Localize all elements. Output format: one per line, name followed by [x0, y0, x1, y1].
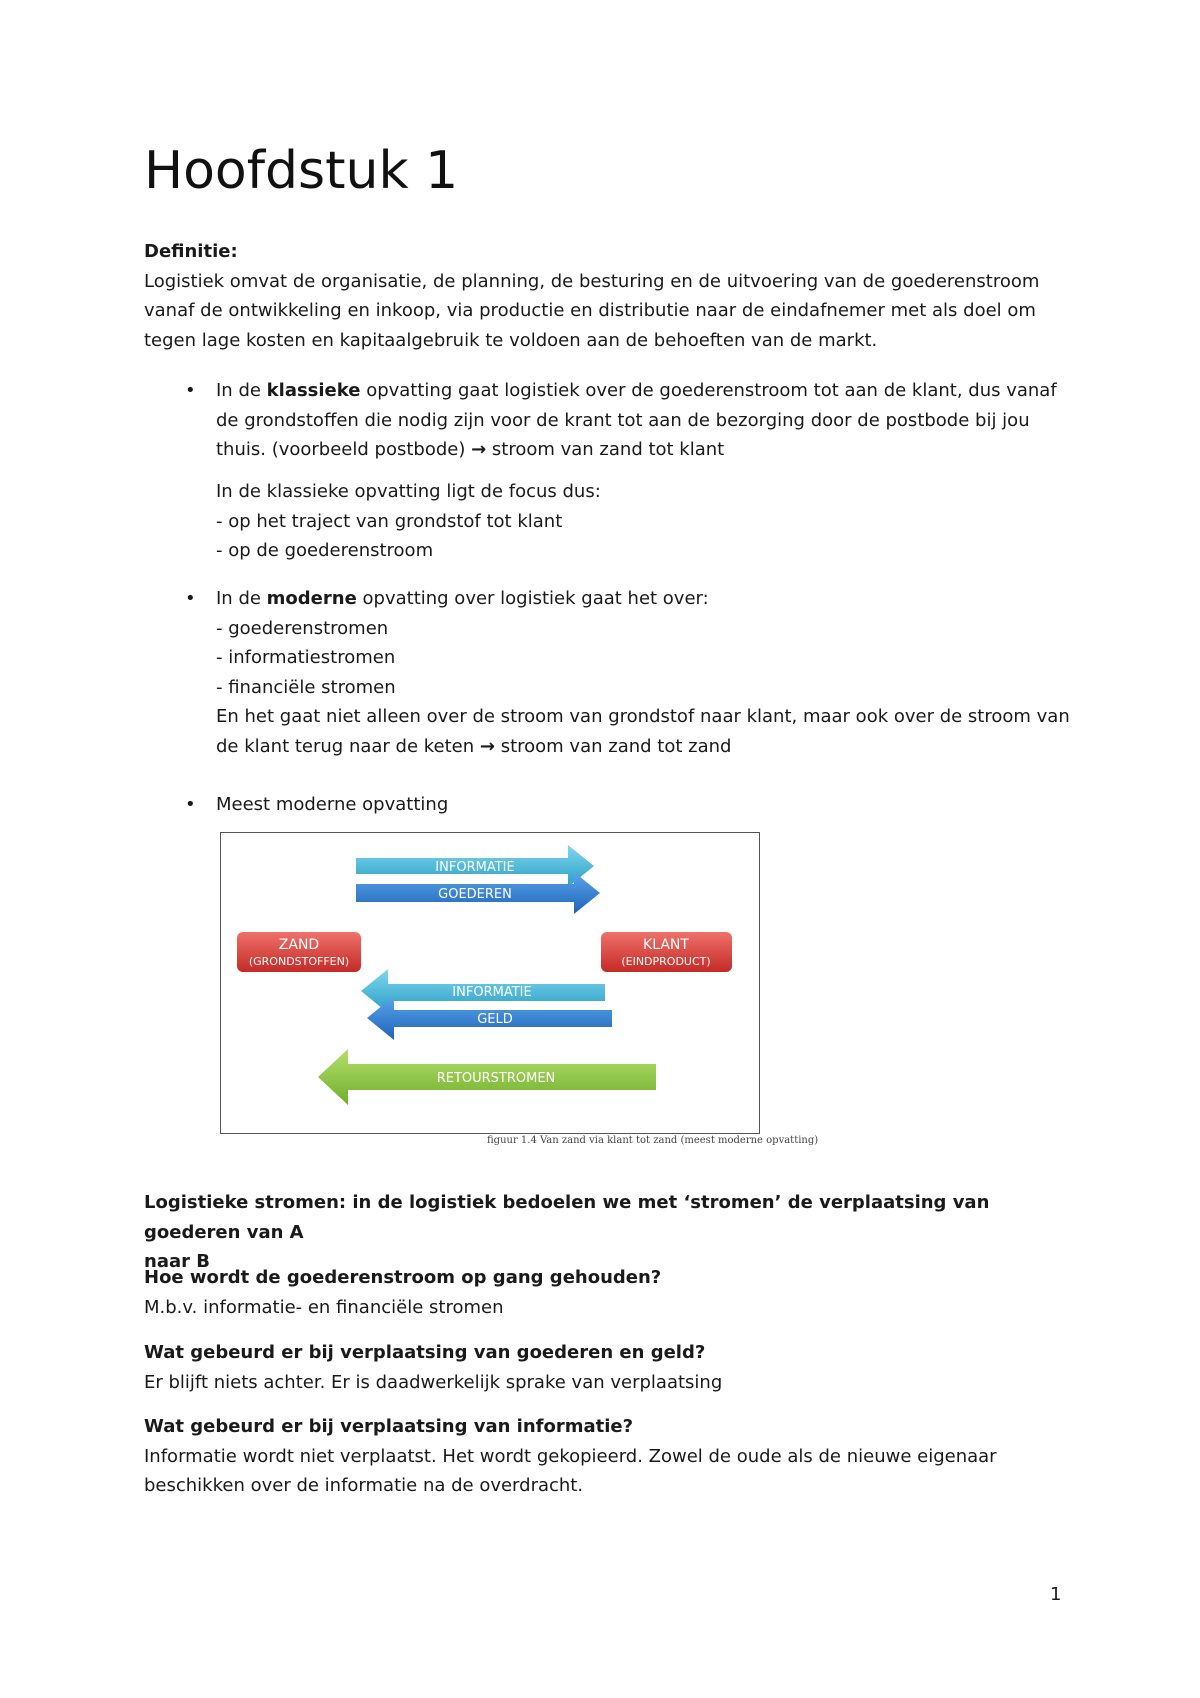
text-span: In de: [216, 588, 267, 609]
qa-answer: Informatie wordt niet verplaatst. Het wordt gekopieerd. Zowel de oude als de nieuwe eigenaar: [144, 1445, 997, 1467]
page-title: Hoofdstuk 1: [144, 141, 459, 201]
box-zand-title: ZAND: [278, 937, 320, 953]
section-stromen-line2: naar B: [144, 1251, 210, 1272]
bullet-modern-line-a: En het gaat niet alleen over de stroom van grondstof naar klant, maar ook over de stroom van: [216, 706, 1070, 727]
page-number: 1: [1050, 1584, 1062, 1605]
qa-block-2: [144, 1338, 1064, 1397]
classic-focus-item: - op de goederenstroom: [216, 540, 434, 561]
emphasis-moderne: moderne: [266, 588, 357, 609]
logistics-flow-diagram: [220, 832, 760, 1134]
label-geld: GELD: [477, 1012, 513, 1027]
label-goederen: GOEDEREN: [438, 887, 512, 902]
label-informatie-bottom: INFORMATIE: [452, 985, 532, 1000]
bullet-modern: [216, 584, 1076, 761]
text-span: de klant terug naar de keten: [216, 735, 480, 757]
definition-heading: Definitie:: [144, 241, 238, 262]
figure-caption: figuur 1.4 Van zand via klant tot zand (meest moderne opvatting): [487, 1135, 819, 1146]
definition-line: vanaf de ontwikkeling en inkoop, via productie en distributie naar de eindafnemer met als doel om: [144, 300, 1036, 321]
section-stromen-line1: Logistieke stromen: in de logistiek bedoelen we met ‘stromen’ de verplaatsing van goederen van A: [144, 1192, 990, 1243]
text-span: stroom van zand tot zand: [494, 735, 732, 757]
label-retourstromen: RETOURSTROMEN: [436, 1071, 556, 1086]
box-klant-title: KLANT: [643, 937, 689, 953]
bullet-modern-line-b: [216, 732, 1076, 762]
box-zand-sub: (GRONDSTOFFEN): [248, 955, 350, 968]
text-span: thuis. (voorbeeld postbode): [216, 439, 472, 460]
bullet-classic-line2: de grondstoffen die nodig zijn voor de krant tot aan de bezorging door de postbode bij jou: [216, 409, 1030, 431]
bullet-modern-item: - informatiestromen: [216, 647, 396, 668]
qa-answer: M.b.v. informatie- en financiële stromen: [144, 1296, 504, 1318]
bullet-classic-line3: [216, 435, 1076, 465]
bullet-classic-line1: [216, 376, 1076, 406]
bullet-modern-item: - financiële stromen: [216, 676, 396, 698]
classic-focus-item: - op het traject van grondstof tot klant: [216, 510, 563, 532]
bullet-most-modern-text: Meest moderne opvatting: [216, 794, 449, 815]
text-span: stroom van zand tot klant: [486, 439, 725, 460]
bullet-modern-item: - goederenstromen: [216, 617, 389, 639]
bullet-dot: •: [185, 794, 196, 815]
text-span: opvatting over logistiek gaat het over:: [356, 588, 709, 609]
bullet-dot: •: [185, 588, 196, 609]
label-informatie-top: INFORMATIE: [435, 860, 515, 875]
definition-section: [144, 237, 1064, 355]
bullet-dot: •: [185, 380, 196, 401]
bullet-most-modern: [216, 790, 1076, 820]
arrow-right-icon: →: [471, 439, 487, 460]
classic-focus: [216, 477, 1076, 566]
qa-question: Hoe wordt de goederenstroom op gang gehouden?: [144, 1267, 662, 1288]
qa-question: Wat gebeurd er bij verplaatsing van goederen en geld?: [144, 1342, 706, 1363]
qa-question: Wat gebeurd er bij verplaatsing van informatie?: [144, 1416, 634, 1437]
qa-answer: Er blijft niets achter. Er is daadwerkelijk sprake van verplaatsing: [144, 1371, 723, 1393]
bullet-classic: [216, 376, 1076, 465]
qa-block-1: [144, 1263, 1064, 1322]
emphasis-klassieke: klassieke: [266, 380, 361, 401]
definition-line: Logistiek omvat de organisatie, de planning, de besturing en de uitvoering van de goederenstroom: [144, 270, 1040, 292]
qa-answer: beschikken over de informatie na de overdracht.: [144, 1475, 584, 1496]
arrow-right-icon: →: [479, 735, 495, 757]
classic-focus-intro: In de klassieke opvatting ligt de focus dus:: [216, 481, 601, 502]
text-span: opvatting gaat logistiek over de goederenstroom tot aan de klant, dus vanaf: [360, 380, 1057, 401]
qa-block-3: [144, 1412, 1064, 1501]
bullet-modern-line1: [216, 584, 1076, 614]
text-span: In de: [216, 380, 267, 401]
box-klant-sub: (EINDPRODUCT): [621, 955, 711, 968]
definition-line: tegen lage kosten en kapitaalgebruik te voldoen aan de behoeften van de markt.: [144, 329, 878, 351]
